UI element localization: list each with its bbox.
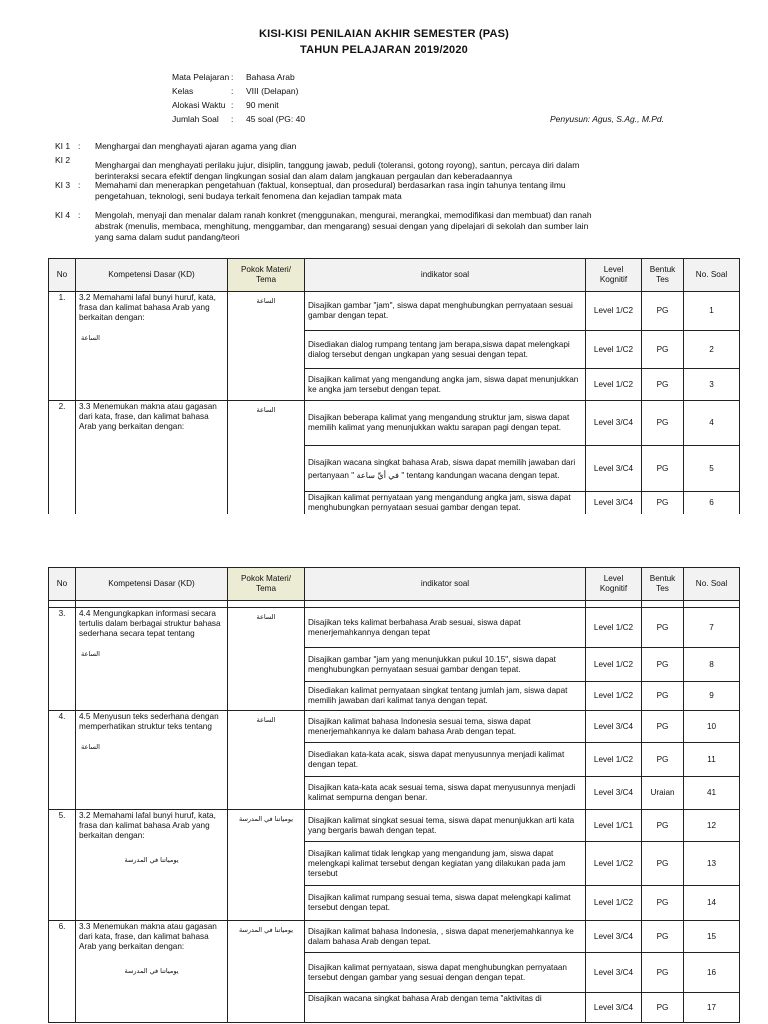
row-level: Level 1/C2 bbox=[586, 743, 642, 777]
col-header-nosoal: No. Soal bbox=[684, 568, 740, 601]
kd-number: 3.2 bbox=[79, 293, 91, 302]
col-header-bentuk: Bentuk Tes bbox=[642, 568, 684, 601]
row-indikator: Disajikan wacana singkat bahasa Arab dengan tema "aktivitas di bbox=[305, 993, 586, 1023]
row-nosoal: 12 bbox=[684, 810, 740, 842]
row-nosoal: 8 bbox=[684, 648, 740, 682]
kd-number: 3.3 bbox=[79, 922, 91, 931]
row-nosoal: 2 bbox=[684, 331, 740, 369]
row-pokok: الساعة bbox=[228, 608, 305, 711]
row-kd bbox=[76, 292, 228, 401]
page-break bbox=[0, 514, 768, 566]
table-row bbox=[49, 711, 740, 743]
col-header-level: Level Kognitif bbox=[586, 568, 642, 601]
row-bentuk: PG bbox=[642, 842, 684, 886]
row-nosoal: 10 bbox=[684, 711, 740, 743]
kd-text: Menemukan makna atau gagasan dari kata, frase, dan kalimat bahasa Arab yang berkaitan dengan: bbox=[79, 402, 217, 431]
table-row bbox=[49, 810, 740, 842]
row-nosoal: 13 bbox=[684, 842, 740, 886]
row-bentuk: PG bbox=[642, 648, 684, 682]
row-level: Level 3/C4 bbox=[586, 953, 642, 993]
row-level: Level 3/C4 bbox=[586, 492, 642, 515]
info-value: VIII (Delapan) bbox=[246, 86, 299, 96]
kd-arab: يومياتنا في المدرسة bbox=[124, 856, 179, 864]
row-no: 3. bbox=[49, 608, 76, 711]
col-header-kd: Kompetensi Dasar (KD) bbox=[76, 259, 228, 292]
kd-text: Memahami lafal bunyi huruf, kata, frasa dan kalimat bahasa Arab yang berkaitan dengan: bbox=[79, 293, 216, 322]
row-pokok: يومياتنا في المدرسة bbox=[228, 810, 305, 921]
row-bentuk: Uraian bbox=[642, 777, 684, 810]
row-indikator: Disajikan kalimat bahasa Indonesia, , siswa dapat menerjemahkannya ke dalam bahasa Arab dengan tepat. bbox=[305, 921, 586, 953]
row-indikator: Disajikan kalimat yang mengandung angka jam, siswa dapat menunjukkan ke angka jam tersebut dengan tepat. bbox=[305, 369, 586, 401]
row-bentuk: PG bbox=[642, 921, 684, 953]
info-colon: : bbox=[231, 100, 234, 110]
row-no: 2. bbox=[49, 401, 76, 515]
row-indikator: Disajikan kata-kata acak sesuai tema, siswa dapat menyusunnya menjadi kalimat sempurna dengan benar. bbox=[305, 777, 586, 810]
ki-colon: : bbox=[78, 141, 81, 151]
ki-code: KI 3 bbox=[55, 180, 71, 190]
row-level: Level 3/C4 bbox=[586, 777, 642, 810]
kd-arab: الساعة bbox=[81, 650, 100, 658]
row-level: Level 1/C2 bbox=[586, 292, 642, 331]
info-label: Kelas bbox=[172, 86, 194, 96]
row-kd bbox=[76, 401, 228, 515]
table-row bbox=[49, 608, 740, 648]
row-nosoal: 4 bbox=[684, 401, 740, 446]
row-pokok: الساعة bbox=[228, 292, 305, 401]
row-nosoal: 15 bbox=[684, 921, 740, 953]
kd-text: Memahami lafal bunyi huruf, kata, frasa dan kalimat bahasa Arab yang berkaitan dengan: bbox=[79, 811, 216, 840]
doc-title-line2: TAHUN PELAJARAN 2019/2020 bbox=[299, 44, 469, 56]
row-kd bbox=[76, 711, 228, 810]
row-bentuk: PG bbox=[642, 369, 684, 401]
info-label: Alokasi Waktu bbox=[172, 100, 226, 110]
ki-colon: : bbox=[78, 180, 81, 190]
row-bentuk: PG bbox=[642, 993, 684, 1023]
table-header-row bbox=[49, 259, 740, 292]
row-level: Level 1/C2 bbox=[586, 331, 642, 369]
row-indikator: Disediakan dialog rumpang tentang jam berapa,siswa dapat melengkapi dialog tersebut dengan ungkapan yang sesuai dengan tepat. bbox=[305, 331, 586, 369]
table-spacer-row bbox=[49, 601, 740, 608]
col-header-pokok: Pokok Materi/ Tema bbox=[228, 568, 305, 601]
row-nosoal: 5 bbox=[684, 446, 740, 492]
row-bentuk: PG bbox=[642, 711, 684, 743]
col-header-pokok: Pokok Materi/ Tema bbox=[228, 259, 305, 292]
table-row bbox=[49, 921, 740, 953]
row-indikator: Disajikan beberapa kalimat yang mengandung struktur jam, siswa dapat memilih kalimat yang menunjukkan waktu sarapan pagi dengan tepat. bbox=[305, 401, 586, 446]
kd-arab: يومياتنا في المدرسة bbox=[124, 967, 179, 975]
info-colon: : bbox=[231, 114, 234, 124]
row-no: 1. bbox=[49, 292, 76, 401]
row-level: Level 3/C4 bbox=[586, 711, 642, 743]
kd-text: Menyusun teks sederhana dengan memperhatikan struktur teks tentang bbox=[79, 712, 219, 731]
row-bentuk: PG bbox=[642, 331, 684, 369]
row-level: Level 3/C4 bbox=[586, 921, 642, 953]
kd-arab: الساعة bbox=[81, 334, 100, 342]
row-bentuk: PG bbox=[642, 492, 684, 515]
row-bentuk: PG bbox=[642, 292, 684, 331]
row-pokok: الساعة bbox=[228, 401, 305, 515]
row-indikator: Disajikan kalimat tidak lengkap yang mengandung jam, siswa dapat melengkapi kalimat tersebut dengan kegiatan yang dilakukan pada jam tersebut bbox=[305, 842, 586, 886]
kd-number: 3.2 bbox=[79, 811, 91, 820]
row-nosoal: 6 bbox=[684, 492, 740, 515]
row-no: 4. bbox=[49, 711, 76, 810]
col-header-indikator: indikator soal bbox=[305, 568, 586, 601]
ki-text: Menghargai dan menghayati perilaku jujur, disiplin, tanggung jawab, peduli (toleransi, gotong royong), santun, percaya diri dalam berinteraksi secara efektif dengan lingkungan sosial dan alam dalam jangkauan pergaulan dan keberadaannya bbox=[95, 160, 580, 181]
row-pokok: يومياتنا في المدرسة bbox=[228, 921, 305, 1023]
row-indikator: Disajikan wacana singkat bahasa Arab, siswa dapat memilih jawaban dari pertanyaan " في أيِّ ساعة " tentang kandungan wacana dengan tepat. bbox=[305, 446, 586, 492]
row-level: Level 1/C2 bbox=[586, 886, 642, 921]
row-bentuk: PG bbox=[642, 886, 684, 921]
row-nosoal: 17 bbox=[684, 993, 740, 1023]
col-header-nosoal: No. Soal bbox=[684, 259, 740, 292]
row-indikator: Disajikan kalimat rumpang sesuai tema, siswa dapat melengkapi kalimat tersebut dengan tepat. bbox=[305, 886, 586, 921]
row-nosoal: 16 bbox=[684, 953, 740, 993]
row-indikator: Disediakan kalimat pernyataan singkat tentang jumlah jam, siswa dapat memilih jawaban dari kalimat tanya dengan tepat. bbox=[305, 682, 586, 711]
ki-code: KI 2 bbox=[55, 155, 71, 165]
row-nosoal: 41 bbox=[684, 777, 740, 810]
row-indikator: Disajikan gambar "jam", siswa dapat menghubungkan pernyataan sesuai gambar dengan tepat. bbox=[305, 292, 586, 331]
row-pokok: الساعة bbox=[228, 711, 305, 810]
kd-number: 4.4 bbox=[79, 609, 91, 618]
info-label: Jumlah Soal bbox=[172, 114, 219, 124]
kd-text: Mengungkapkan informasi secara tertulis dalam berbagai struktur bahasa sederhana secara tepat tentang bbox=[79, 609, 221, 638]
row-bentuk: PG bbox=[642, 743, 684, 777]
row-level: Level 1/C2 bbox=[586, 682, 642, 711]
row-bentuk: PG bbox=[642, 608, 684, 648]
info-value: Bahasa Arab bbox=[246, 72, 295, 82]
kisi-table-1 bbox=[48, 258, 740, 515]
kd-number: 4.5 bbox=[79, 712, 91, 721]
table-row bbox=[49, 292, 740, 331]
row-no: 5. bbox=[49, 810, 76, 921]
kd-arab: الساعة bbox=[81, 743, 100, 751]
col-header-no: No bbox=[49, 259, 76, 292]
row-indikator: Disajikan gambar "jam yang menunjukkan pukul 10.15", siswa dapat menghubungkan pernyataan sesuai gambar dengan tepat. bbox=[305, 648, 586, 682]
col-header-kd: Kompetensi Dasar (KD) bbox=[76, 568, 228, 601]
ki-code: KI 1 bbox=[55, 141, 71, 151]
row-indikator: Disajikan kalimat singkat sesuai tema, siswa dapat menunjukkan arti kata yang bergaris bawah dengan tepat. bbox=[305, 810, 586, 842]
info-label: Mata Pelajaran bbox=[172, 72, 230, 82]
info-colon: : bbox=[231, 86, 234, 96]
row-level: Level 3/C4 bbox=[586, 993, 642, 1023]
row-level: Level 1/C2 bbox=[586, 608, 642, 648]
kisi-table-2 bbox=[48, 567, 740, 1023]
kd-text: Menemukan makna atau gagasan dari kata, frase, dan kalimat bahasa Arab yang berkaitan dengan: bbox=[79, 922, 217, 951]
row-indikator: Disajikan teks kalimat berbahasa Arab sesuai, siswa dapat menerjemahkannya dengan tepat bbox=[305, 608, 586, 648]
info-colon: : bbox=[231, 72, 234, 82]
row-kd bbox=[76, 810, 228, 921]
ki-text: Memahami dan menerapkan pengetahuan (faktual, konseptual, dan prosedural) berdasarkan rasa ingin tahunya tentang ilmu pengetahuan, teknologi, seni budaya terkait fenomena dan kejadian tampak mata bbox=[95, 180, 566, 201]
col-header-no: No bbox=[49, 568, 76, 601]
col-header-indikator: indikator soal bbox=[305, 259, 586, 292]
ki-colon: : bbox=[78, 210, 81, 220]
row-level: Level 3/C4 bbox=[586, 401, 642, 446]
ki-code: KI 4 bbox=[55, 210, 71, 220]
row-level: Level 1/C2 bbox=[586, 369, 642, 401]
row-level: Level 1/C2 bbox=[586, 842, 642, 886]
row-nosoal: 9 bbox=[684, 682, 740, 711]
row-nosoal: 1 bbox=[684, 292, 740, 331]
table-row bbox=[49, 401, 740, 446]
row-indikator: Disajikan kalimat bahasa Indonesia sesuai tema, siswa dapat menerjemahkannya ke dalam bahasa Arab dengan tepat. bbox=[305, 711, 586, 743]
row-level: Level 3/C4 bbox=[586, 446, 642, 492]
row-level: Level 1/C2 bbox=[586, 648, 642, 682]
row-kd bbox=[76, 921, 228, 1023]
row-indikator: Disajikan kalimat pernyataan, siswa dapat menghubungkan pernyataan tersebut dengan gambar yang sesuai dengan dengan tepat. bbox=[305, 953, 586, 993]
table-header-row bbox=[49, 568, 740, 601]
row-bentuk: PG bbox=[642, 953, 684, 993]
row-nosoal: 14 bbox=[684, 886, 740, 921]
row-kd bbox=[76, 608, 228, 711]
ki-text: Mengolah, menyaji dan menalar dalam ranah konkret (menggunakan, mengurai, merangkai, memodifikasi dan membuat) dan ranah abstrak (menulis, membaca, menghitung, menggambar, dan mengarang) sesuai dengan yang dipelajari di sekolah dan sumber lain yang sama dalam sudut pandang/teori bbox=[95, 210, 592, 242]
row-nosoal: 7 bbox=[684, 608, 740, 648]
row-nosoal: 11 bbox=[684, 743, 740, 777]
row-indikator: Disajikan kalimat pernyataan yang mengandung angka jam, siswa dapat menghubungkan pernyataan sesuai gambar dengan tepat. bbox=[305, 492, 586, 515]
row-bentuk: PG bbox=[642, 446, 684, 492]
row-indikator: Disediakan kata-kata acak, siswa dapat menyusunnya menjadi kalimat dengan tepat. bbox=[305, 743, 586, 777]
ki-text: Menghargai dan menghayati ajaran agama yang dian bbox=[95, 141, 297, 151]
row-bentuk: PG bbox=[642, 682, 684, 711]
kd-number: 3.3 bbox=[79, 402, 91, 411]
row-nosoal: 3 bbox=[684, 369, 740, 401]
penyusun: Penyusun: Agus, S.Ag., M.Pd. bbox=[550, 114, 665, 124]
doc-title-line1: KISI-KISI PENILAIAN AKHIR SEMESTER (PAS) bbox=[258, 28, 510, 40]
col-header-level: Level Kognitif bbox=[586, 259, 642, 292]
col-header-bentuk: Bentuk Tes bbox=[642, 259, 684, 292]
row-bentuk: PG bbox=[642, 401, 684, 446]
row-no: 6. bbox=[49, 921, 76, 1023]
row-bentuk: PG bbox=[642, 810, 684, 842]
info-value: 45 soal (PG: 40 bbox=[246, 114, 306, 124]
info-value: 90 menit bbox=[246, 100, 279, 110]
row-level: Level 1/C1 bbox=[586, 810, 642, 842]
